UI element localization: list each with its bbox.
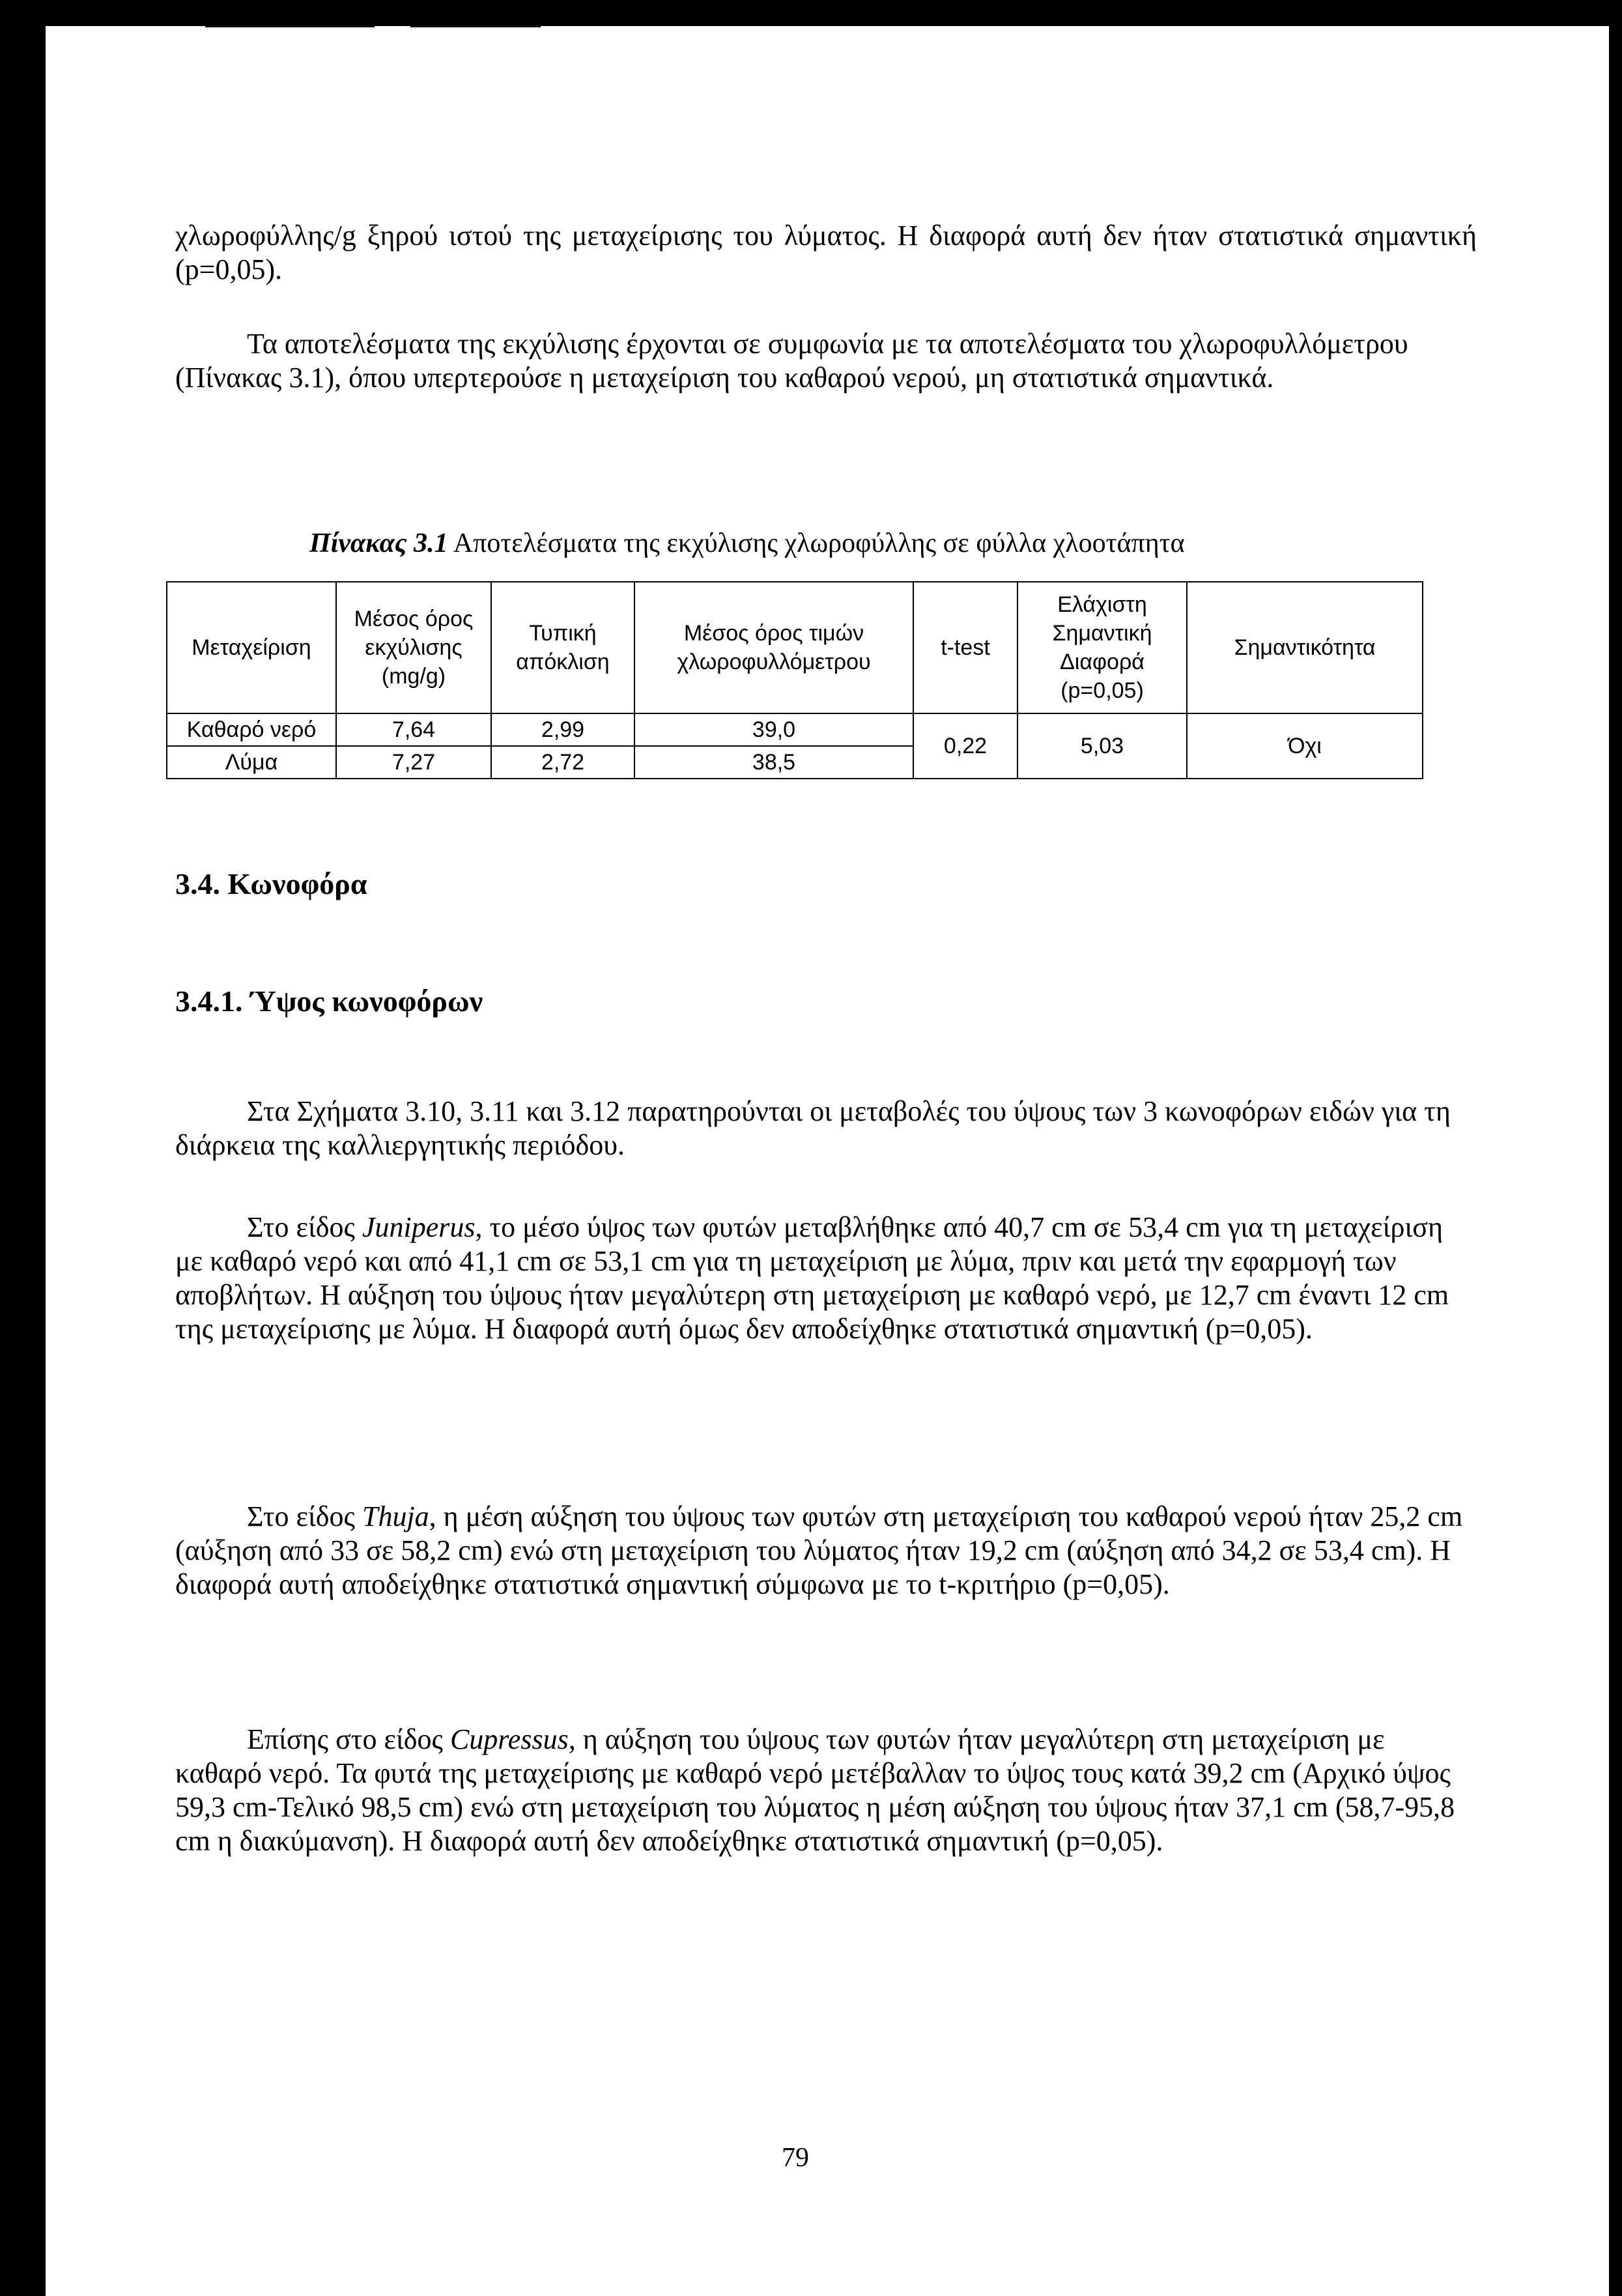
cell-mean-extraction: 7,64 (336, 713, 491, 746)
paragraph-thuja (175, 1500, 1477, 1601)
results-table (166, 581, 1423, 779)
section-heading: 3.4. Κωνοφόρα (175, 867, 367, 900)
paragraph-figures: Στα Σχήματα 3.10, 3.11 και 3.12 παρατηρούνται οι μεταβολές του ύψους των 3 κωνοφόρων ειδών για τη διάρκεια της καλλιεργητικής περιόδου. (175, 1095, 1451, 1161)
cell-significance: Όχι (1187, 713, 1423, 779)
subsection-heading: 3.4.1. Ύψος κωνοφόρων (175, 984, 483, 1018)
text-run: , το μέσο ύψος των φυτών μεταβλήθηκε από 40,7 cm σε 53,4 cm για τη μεταχείριση με καθαρό νερό και από 41,1 cm σε 53,1 cm για τη μεταχείριση με λύμα, πριν και μετά την εφαρμογή των αποβλήτων. Η αύξηση του ύψους ήταν μεγαλύτερη στη μεταχείριση με καθαρό νερό, με 12,7 cm έναντι 12 cm της μεταχείρισης με λύμα. Η διαφορά αυτή όμως δεν αποδείχθηκε στατιστικά σημαντική (p=0,05). (175, 1211, 1449, 1345)
paragraph-juniperus (175, 1211, 1477, 1346)
table-caption (309, 528, 1185, 559)
scan-edge-line (205, 26, 375, 27)
cell-mean-extraction: 7,27 (336, 746, 491, 779)
cell-std-dev: 2,72 (491, 746, 634, 779)
cell-treatment: Καθαρό νερό (167, 713, 336, 746)
col-header-t-test: t-test (913, 582, 1017, 713)
col-header-std-dev: Τυπική απόκλιση (491, 582, 634, 713)
table-header-row (167, 582, 1423, 713)
table-caption-text: Αποτελέσματα της εκχύλισης χλωροφύλλης σε φύλλα χλοοτάπητα (448, 528, 1185, 558)
table-caption-label: Πίνακας 3.1 (309, 528, 448, 558)
cell-treatment: Λύμα (167, 746, 336, 779)
paragraph-cupressus (175, 1723, 1477, 1858)
cell-meter-mean: 38,5 (634, 746, 913, 779)
col-header-meter-mean: Μέσος όρος τιμών χλωροφυλλόμετρου (634, 582, 913, 713)
paragraph-top: χλωροφύλλης/g ξηρού ιστού της μεταχείρισης του λύματος. Η διαφορά αυτή δεν ήταν στατιστικά σημαντική (p=0,05). (175, 220, 1477, 285)
text-run: Επίσης στο είδος (247, 1723, 450, 1755)
cell-t-test: 0,22 (913, 713, 1017, 779)
col-header-treatment: Μεταχείριση (167, 582, 336, 713)
table-row (167, 713, 1423, 746)
col-header-mean-extraction: Μέσος όρος εκχύλισης (mg/g) (336, 582, 491, 713)
text-run: , η μέση αύξηση του ύψους των φυτών στη μεταχείριση του καθαρού νερού ήταν 25,2 cm (αύξηση από 33 σε 58,2 cm) ενώ στη μεταχείριση του λύματος ήταν 19,2 cm (αύξηση από 34,2 σε 53,4 cm). Η διαφορά αυτή αποδείχθηκε στατιστικά σημαντική σύμφωνα με το t-κριτήριο (p=0,05). (175, 1500, 1463, 1600)
scan-edge-line (410, 26, 541, 27)
cell-lsd: 5,03 (1017, 713, 1187, 779)
genus-name: Thuja (362, 1500, 429, 1532)
document-page (46, 26, 1609, 2296)
text-run: , η αύξηση του ύψους των φυτών ήταν μεγαλύτερη στη μεταχείριση με καθαρό νερό. Τα φυτά της μεταχείρισης με καθαρό νερό μετέβαλλαν το ύψος τους κατά 39,2 cm (Αρχικό ύψος 59,3 cm-Τελικό 98,5 cm) ενώ στη μεταχείριση του λύματος η μέση αύξηση του ύψους ήταν 37,1 cm (58,7-95,8 cm η διακύμανση). Η διαφορά αυτή δεν αποδείχθηκε στατιστικά σημαντική (p=0,05). (175, 1723, 1455, 1857)
text-run: Στο είδος (247, 1211, 362, 1243)
paragraph-extraction: Τα αποτελέσματα της εκχύλισης έρχονται σε συμφωνία με τα αποτελέσματα του χλωροφυλλόμετρου (Πίνακας 3.1), όπου υπερτερούσε η μεταχείριση του καθαρού νερού, μη στατιστικά σημαντικά. (175, 328, 1408, 394)
page-number: 79 (782, 2143, 809, 2173)
genus-name: Cupressus (449, 1723, 569, 1755)
cell-meter-mean: 39,0 (634, 713, 913, 746)
text-run: Στο είδος (247, 1500, 362, 1532)
cell-std-dev: 2,99 (491, 713, 634, 746)
col-header-lsd: Ελάχιστη Σημαντική Διαφορά (p=0,05) (1017, 582, 1187, 713)
genus-name: Juniperus (362, 1211, 476, 1243)
col-header-significance: Σημαντικότητα (1187, 582, 1423, 713)
